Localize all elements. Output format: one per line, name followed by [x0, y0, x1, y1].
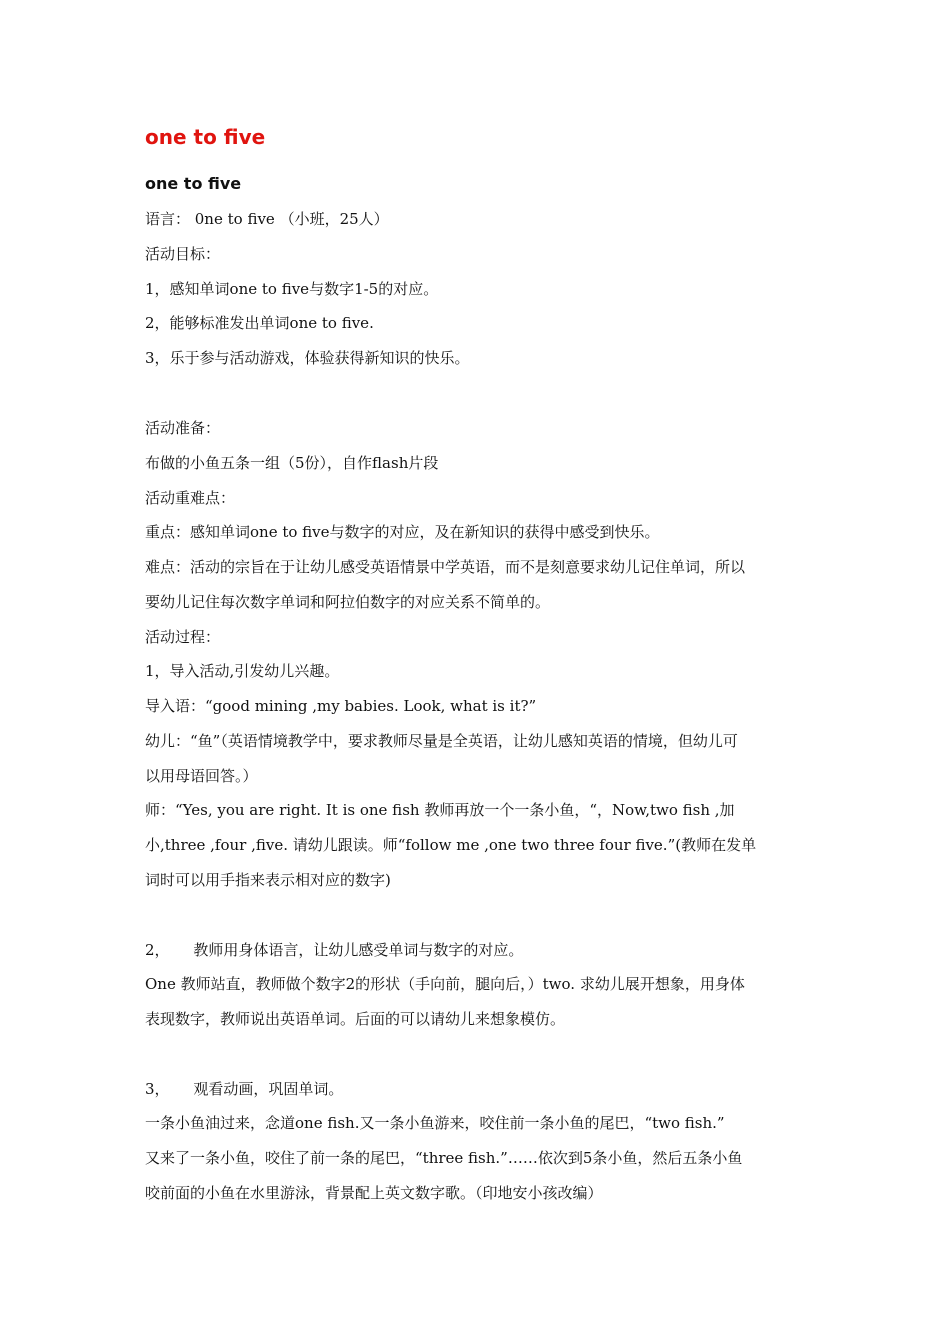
key-point-text: 重点：感知单词one to five与数字的对应，及在新知识的获得中感受到快乐。	[145, 523, 660, 541]
step-2-heading: 2， 教师用身体语言，让幼儿感受单词与数字的对应。	[145, 941, 524, 959]
preparation-text: 布做的小鱼五条一组（5份），自作flash片段	[145, 454, 439, 472]
key-points-heading: 活动重难点：	[145, 489, 236, 507]
intro-speech: 导入语：“good mining ,my babies. Look, what is it?”	[145, 697, 537, 715]
child-answer-line-2: 以用母语回答。）	[145, 767, 258, 785]
document-subtitle: one to five	[145, 174, 242, 193]
teacher-line-1: 师：“Yes, you are right. It is one fish 教师再放一个一条小鱼，“，Now,two fish ,加	[145, 801, 735, 819]
step-3-text-line-2: 又来了一条小鱼，咬住了前一条的尾巴，“three fish.”……依次到5条小鱼，然后五条小鱼	[145, 1149, 743, 1167]
goal-item-1: 1，感知单词one to five与数字1-5的对应。	[145, 280, 439, 298]
difficulty-text-line-2: 要幼儿记住每次数字单词和阿拉伯数字的对应关系不简单的。	[145, 593, 551, 611]
document-title: one to five	[145, 125, 266, 149]
child-answer-line-1: 幼儿：“鱼”（英语情境教学中，要求教师尽量是全英语，让幼儿感知英语的情境，但幼儿可	[145, 732, 738, 750]
step-2-text-line-2: 表现数字，教师说出英语单词。后面的可以请幼儿来想象模仿。	[145, 1010, 566, 1028]
step-3-text-line-1: 一条小鱼油过来，念道one fish.又一条小鱼游来，咬住前一条小鱼的尾巴，“two fish.”	[145, 1114, 725, 1132]
language-line: 语言： 0ne to five （小班，25人）	[145, 210, 389, 228]
goals-heading: 活动目标：	[145, 245, 221, 263]
goal-item-2: 2，能够标准发出单词one to five.	[145, 314, 374, 332]
preparation-heading: 活动准备：	[145, 419, 221, 437]
step-2-text-line-1: One 教师站直，教师做个数字2的形状（手向前，腿向后，）two. 求幼儿展开想象，用身体	[145, 975, 745, 993]
teacher-line-2: 小,three ,four ,five. 请幼儿跟读。师“follow me ,one two three four five.”(教师在发单	[145, 836, 757, 854]
step-3-heading: 3， 观看动画，巩固单词。	[145, 1080, 344, 1098]
process-heading: 活动过程：	[145, 628, 221, 646]
step-3-text-line-3: 咬前面的小鱼在水里游泳，背景配上英文数字歌。（印地安小孩改编）	[145, 1184, 603, 1202]
difficulty-text-line-1: 难点：活动的宗旨在于让幼儿感受英语情景中学英语，而不是刻意要求幼儿记住单词，所以	[145, 558, 746, 576]
goal-item-3: 3，乐于参与活动游戏，体验获得新知识的快乐。	[145, 349, 470, 367]
teacher-line-3: 词时可以用手指来表示相对应的数字)	[145, 871, 391, 889]
step-1-heading: 1，导入活动,引发幼儿兴趣。	[145, 662, 340, 680]
